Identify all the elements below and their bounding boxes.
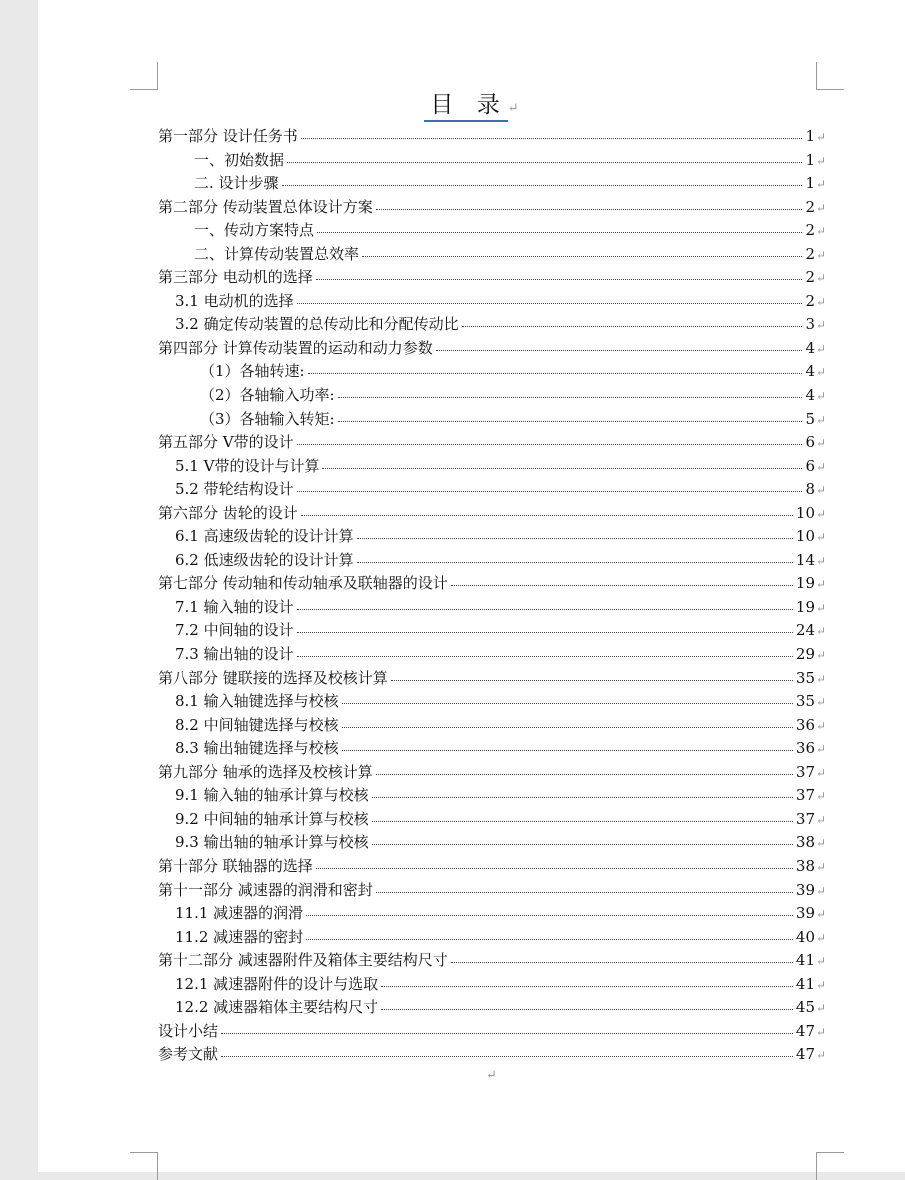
toc-entry-page-number[interactable]: 37	[795, 786, 815, 805]
toc-heading	[38, 90, 905, 122]
paragraph-mark-icon: ↵	[816, 718, 827, 733]
paragraph-mark-icon: ↵	[816, 506, 827, 521]
toc-entry-label[interactable]: 9.2 中间轴的轴承计算与校核	[175, 809, 369, 828]
toc-entry-page-number[interactable]: 2	[805, 268, 815, 287]
toc-entry-page-number[interactable]: 2	[805, 244, 815, 263]
toc-entry-label[interactable]: 5.2 带轮结构设计	[175, 480, 294, 499]
paragraph-mark-icon: ↵	[816, 624, 827, 639]
toc-entry[interactable]	[158, 1043, 828, 1067]
paragraph-mark-icon: ↵	[816, 600, 827, 615]
toc-entry-page-number[interactable]: 38	[795, 833, 815, 852]
toc-entry-page-number[interactable]: 39	[795, 880, 815, 899]
toc-entry-label[interactable]: 第十部分 联轴器的选择	[158, 856, 313, 875]
paragraph-mark-icon: ↵	[816, 177, 827, 192]
toc-dot-leader	[338, 421, 803, 422]
paragraph-mark-icon: ↵	[816, 130, 827, 144]
toc-dot-leader	[362, 256, 802, 257]
toc-entry-page-number[interactable]: 6	[805, 433, 815, 452]
toc-entry-page-number[interactable]: 19	[795, 597, 815, 616]
toc-entry-page-number[interactable]: 47	[795, 1045, 815, 1064]
paragraph-mark-icon: ↵	[507, 101, 519, 116]
toc-entry[interactable]	[158, 313, 828, 337]
toc-entry[interactable]	[158, 549, 828, 573]
toc-entry-page-number[interactable]: 37	[795, 762, 815, 781]
toc-dot-leader	[316, 279, 803, 280]
toc-dot-leader	[221, 1056, 793, 1057]
toc-entry[interactable]	[158, 784, 828, 808]
toc-entry-label[interactable]: 第五部分 V带的设计	[158, 433, 294, 452]
toc-entry-label[interactable]: 第八部分 键联接的选择及校核计算	[158, 668, 388, 687]
toc-entry-page-number[interactable]: 3	[805, 315, 815, 334]
paragraph-mark-icon: ↵	[816, 789, 827, 804]
toc-dot-leader	[376, 209, 803, 210]
toc-entry-label[interactable]: 6.1 高速级齿轮的设计计算	[175, 527, 354, 546]
toc-dot-leader	[297, 444, 803, 445]
toc-entry-label[interactable]: （1）各轴转速:	[200, 362, 305, 381]
toc-entry-label[interactable]: 6.2 低速级齿轮的设计计算	[175, 550, 354, 569]
toc-entry-page-number[interactable]: 40	[795, 927, 815, 946]
toc-dot-leader	[391, 680, 793, 681]
toc-entry-page-number[interactable]: 4	[805, 386, 815, 405]
toc-dot-leader	[322, 468, 802, 469]
paragraph-mark-icon: ↵	[816, 695, 827, 710]
toc-entry-page-number[interactable]: 36	[795, 715, 815, 734]
toc-entry[interactable]	[158, 596, 828, 620]
toc-entry-page-number[interactable]: 1	[805, 127, 815, 145]
toc-dot-leader	[297, 491, 803, 492]
paragraph-mark-icon: ↵	[816, 1048, 827, 1063]
toc-dot-leader	[306, 915, 793, 916]
toc-entry-label[interactable]: 3.2 确定传动装置的总传动比和分配传动比	[175, 315, 459, 334]
toc-entry-page-number[interactable]: 1	[805, 174, 815, 193]
paragraph-mark-icon: ↵	[816, 436, 827, 451]
toc-entry[interactable]	[158, 502, 828, 526]
paragraph-mark-icon: ↵	[816, 483, 827, 498]
toc-entry-label[interactable]: 9.1 输入轴的轴承计算与校核	[175, 786, 369, 805]
paragraph-mark-icon: ↵	[816, 648, 827, 663]
toc-entry-page-number[interactable]: 2	[805, 291, 815, 310]
toc-entry[interactable]	[158, 219, 828, 243]
paragraph-mark-icon: ↵	[816, 459, 827, 474]
toc-entry[interactable]	[158, 337, 828, 361]
toc-dot-leader	[287, 162, 802, 163]
toc-entry[interactable]	[158, 172, 828, 196]
toc-entry-page-number[interactable]: 2	[805, 197, 815, 216]
toc-entry[interactable]	[158, 478, 828, 502]
toc-entry-page-number[interactable]: 10	[795, 527, 815, 546]
toc-entry-label[interactable]: 9.3 输出轴的轴承计算与校核	[175, 833, 369, 852]
toc-entry-page-number[interactable]: 41	[795, 974, 815, 993]
toc-entry[interactable]	[158, 525, 828, 549]
toc-entry-page-number[interactable]: 10	[795, 503, 815, 522]
toc-entry-page-number[interactable]: 5	[805, 409, 815, 428]
paragraph-mark-icon: ↵	[816, 294, 827, 309]
toc-entry-page-number[interactable]: 39	[795, 904, 815, 923]
toc-dot-leader	[451, 585, 793, 586]
toc-entry-label[interactable]: 12.1 减速器附件的设计与选取	[175, 974, 379, 993]
corner-mark-top-left	[130, 62, 158, 90]
toc-entry-label[interactable]: 7.3 输出轴的设计	[175, 645, 294, 664]
toc-entry-page-number[interactable]: 6	[805, 456, 815, 475]
toc-entry-label[interactable]: 第七部分 传动轴和传动轴承及联轴器的设计	[158, 574, 448, 593]
toc-dot-leader	[338, 397, 803, 398]
paragraph-mark-icon: ↵	[816, 365, 827, 380]
toc-dot-leader	[297, 609, 793, 610]
toc-dot-leader	[372, 821, 793, 822]
toc-entry[interactable]	[158, 455, 828, 479]
toc-entry[interactable]	[158, 290, 828, 314]
paragraph-mark-icon: ↵	[816, 153, 827, 168]
toc-dot-leader	[342, 703, 793, 704]
toc-entry-page-number[interactable]: 35	[795, 692, 815, 711]
toc-entry[interactable]	[158, 690, 828, 714]
paragraph-mark-icon: ↵	[816, 836, 827, 851]
toc-title[interactable]: 目 录	[424, 90, 507, 122]
toc-dot-leader	[301, 515, 793, 516]
paragraph-mark-icon: ↵	[816, 224, 827, 239]
toc-entry[interactable]	[158, 619, 828, 643]
toc-dot-leader	[301, 138, 803, 139]
toc-entry-label[interactable]: （3）各轴输入转矩:	[200, 409, 335, 428]
toc-entry-page-number[interactable]: 4	[805, 362, 815, 381]
toc-entry-label[interactable]: 5.1 V带的设计与计算	[175, 456, 320, 475]
toc-dot-leader	[436, 350, 803, 351]
paragraph-mark-icon: ↵	[816, 200, 827, 215]
toc-entry-page-number[interactable]: 37	[795, 809, 815, 828]
paragraph-mark-icon: ↵	[816, 883, 827, 898]
toc-dot-leader	[342, 750, 793, 751]
toc-entry[interactable]	[158, 973, 828, 997]
toc-dot-leader	[357, 538, 793, 539]
toc-entry[interactable]	[158, 384, 828, 408]
toc-entry-label[interactable]: 8.3 输出轴键选择与校核	[175, 739, 339, 758]
toc-entry-label[interactable]: 8.1 输入轴键选择与校核	[175, 692, 339, 711]
toc-entry-label[interactable]: 11.1 减速器的润滑	[175, 904, 304, 923]
toc-entry[interactable]	[158, 902, 828, 926]
toc-entry-page-number[interactable]: 24	[795, 621, 815, 640]
toc-dot-leader	[297, 656, 793, 657]
document-page	[38, 0, 905, 1172]
toc-dot-leader	[297, 632, 793, 633]
paragraph-mark-icon: ↵	[816, 247, 827, 262]
paragraph-mark-icon: ↵	[816, 812, 827, 827]
toc-entry[interactable]	[158, 643, 828, 667]
toc-entry[interactable]	[158, 196, 828, 220]
toc-dot-leader	[376, 892, 793, 893]
toc-dot-leader	[462, 326, 803, 327]
toc-entry[interactable]	[158, 431, 828, 455]
toc-dot-leader	[297, 303, 803, 304]
toc-entry[interactable]	[158, 408, 828, 432]
toc-entry[interactable]	[158, 572, 828, 596]
table-of-contents	[158, 125, 828, 1067]
toc-entry-page-number[interactable]: 4	[805, 338, 815, 357]
paragraph-mark-icon: ↵	[816, 907, 827, 922]
paragraph-mark-icon: ↵	[486, 1068, 497, 1083]
toc-entry[interactable]	[158, 761, 828, 785]
toc-entry[interactable]	[158, 266, 828, 290]
toc-entry-page-number[interactable]: 36	[795, 739, 815, 758]
paragraph-mark-icon: ↵	[816, 271, 827, 286]
toc-entry-label[interactable]: 第三部分 电动机的选择	[158, 268, 313, 287]
toc-entry[interactable]	[158, 149, 828, 173]
toc-entry-page-number[interactable]: 45	[795, 998, 815, 1017]
toc-entry-label[interactable]: 第一部分 设计任务书	[158, 127, 298, 145]
toc-entry-label[interactable]: 第九部分 轴承的选择及校核计算	[158, 762, 373, 781]
toc-dot-leader	[221, 1033, 793, 1034]
toc-entry-page-number[interactable]: 19	[795, 574, 815, 593]
paragraph-mark-icon: ↵	[816, 412, 827, 427]
toc-entry-page-number[interactable]: 41	[795, 951, 815, 970]
toc-entry-page-number[interactable]: 47	[795, 1021, 815, 1040]
toc-entry-label[interactable]: 第六部分 齿轮的设计	[158, 503, 298, 522]
corner-mark-bottom-left	[130, 1152, 158, 1180]
toc-entry-page-number[interactable]: 38	[795, 856, 815, 875]
toc-entry-label[interactable]: 7.1 输入轴的设计	[175, 597, 294, 616]
paragraph-mark-icon: ↵	[816, 1024, 827, 1039]
paragraph-mark-icon: ↵	[816, 1001, 827, 1016]
toc-entry-label[interactable]: 12.2 减速器箱体主要结构尺寸	[175, 998, 379, 1017]
toc-entry-label[interactable]: 二. 设计步骤	[194, 174, 279, 193]
corner-mark-bottom-right	[816, 1152, 844, 1180]
toc-entry[interactable]	[158, 879, 828, 903]
toc-entry[interactable]	[158, 808, 828, 832]
toc-entry-page-number[interactable]: 35	[795, 668, 815, 687]
toc-entry[interactable]	[158, 926, 828, 950]
toc-entry[interactable]	[158, 831, 828, 855]
paragraph-mark-icon: ↵	[816, 859, 827, 874]
toc-entry-label[interactable]: 设计小结	[158, 1021, 219, 1040]
toc-entry[interactable]	[158, 360, 828, 384]
corner-mark-top-right	[816, 62, 844, 90]
toc-entry-page-number[interactable]: 1	[805, 150, 815, 169]
toc-entry-label[interactable]: （2）各轴输入功率:	[200, 386, 335, 405]
toc-entry-label[interactable]: 8.2 中间轴键选择与校核	[175, 715, 339, 734]
toc-entry[interactable]	[158, 949, 828, 973]
toc-entry-label[interactable]: 二、计算传动装置总效率	[194, 244, 360, 263]
toc-entry-page-number[interactable]: 2	[805, 221, 815, 240]
toc-entry[interactable]	[158, 737, 828, 761]
paragraph-mark-icon: ↵	[816, 577, 827, 592]
toc-dot-leader	[381, 986, 793, 987]
paragraph-mark-icon: ↵	[816, 954, 827, 969]
toc-entry-label[interactable]: 第十二部分 减速器附件及箱体主要结构尺寸	[158, 951, 448, 970]
paragraph-mark-icon: ↵	[816, 742, 827, 757]
toc-entry-label[interactable]: 参考文献	[158, 1045, 219, 1064]
toc-entry-page-number[interactable]: 8	[805, 480, 815, 499]
toc-entry[interactable]	[158, 1020, 828, 1044]
toc-dot-leader	[342, 727, 793, 728]
toc-entry-label[interactable]: 第四部分 计算传动装置的运动和动力参数	[158, 338, 433, 357]
paragraph-mark-icon: ↵	[816, 553, 827, 568]
toc-dot-leader	[306, 939, 793, 940]
paragraph-mark-icon: ↵	[816, 341, 827, 356]
toc-dot-leader	[282, 185, 803, 186]
toc-dot-leader	[372, 797, 793, 798]
toc-dot-leader	[381, 1009, 793, 1010]
paragraph-mark-icon: ↵	[816, 389, 827, 404]
toc-entry[interactable]	[158, 714, 828, 738]
toc-dot-leader	[316, 868, 793, 869]
toc-dot-leader	[308, 373, 803, 374]
toc-entry-label[interactable]: 3.1 电动机的选择	[175, 291, 294, 310]
toc-dot-leader	[451, 962, 793, 963]
toc-dot-leader	[357, 562, 793, 563]
toc-dot-leader	[376, 774, 793, 775]
paragraph-mark-icon: ↵	[816, 977, 827, 992]
toc-entry[interactable]	[158, 125, 828, 149]
paragraph-mark-icon: ↵	[816, 765, 827, 780]
paragraph-mark-icon: ↵	[816, 530, 827, 545]
toc-entry-page-number[interactable]: 29	[795, 645, 815, 664]
toc-entry-label[interactable]: 一、传动方案特点	[194, 221, 315, 240]
toc-dot-leader	[372, 844, 793, 845]
toc-entry[interactable]	[158, 855, 828, 879]
toc-entry[interactable]	[158, 243, 828, 267]
toc-entry-label[interactable]: 第二部分 传动装置总体设计方案	[158, 197, 373, 216]
toc-dot-leader	[317, 232, 802, 233]
paragraph-mark-icon: ↵	[816, 930, 827, 945]
toc-entry-label[interactable]: 11.2 减速器的密封	[175, 927, 304, 946]
toc-entry[interactable]	[158, 996, 828, 1020]
toc-entry-page-number[interactable]: 14	[795, 550, 815, 569]
toc-entry[interactable]	[158, 667, 828, 691]
paragraph-mark-icon: ↵	[816, 671, 827, 686]
toc-entry-label[interactable]: 第十一部分 减速器的润滑和密封	[158, 880, 373, 899]
toc-entry-label[interactable]: 一、初始数据	[194, 150, 285, 169]
toc-entry-label[interactable]: 7.2 中间轴的设计	[175, 621, 294, 640]
paragraph-mark-icon: ↵	[816, 318, 827, 333]
